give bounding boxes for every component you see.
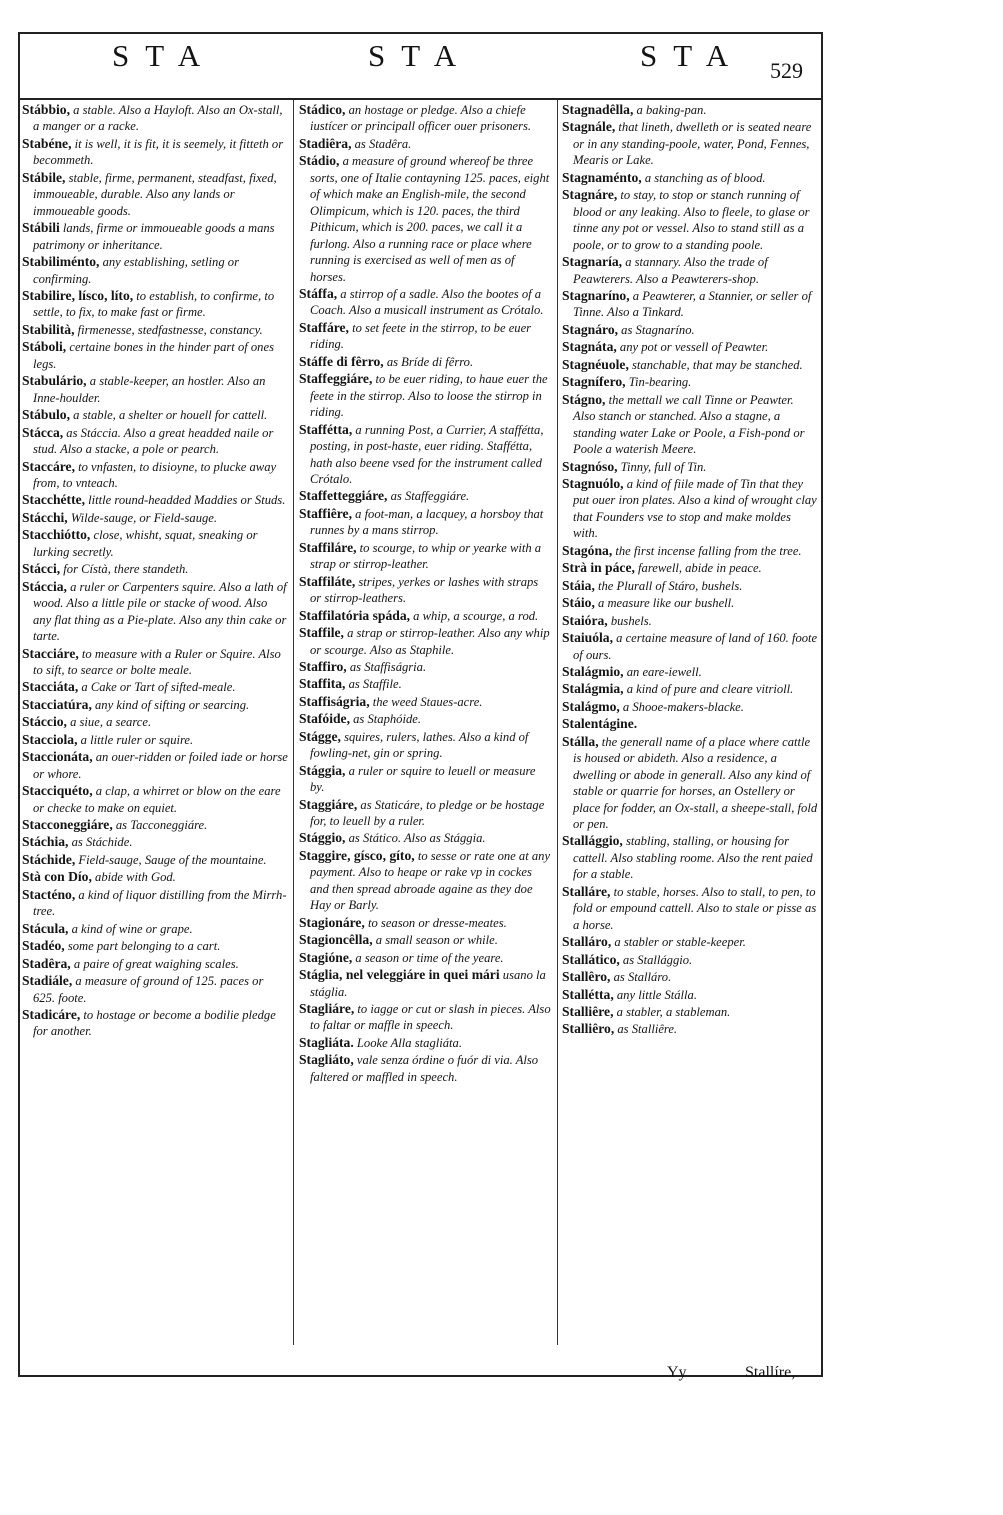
dictionary-entry	[299, 1052, 552, 1085]
entry-definition: to scourge, to whip or yearke with a strap or stirrop-leather.	[310, 540, 542, 572]
dictionary-entry	[22, 339, 288, 372]
dictionary-entry	[562, 459, 818, 475]
entry-headword: Stácca,	[22, 424, 64, 440]
entry-headword: Stagnáta,	[562, 339, 617, 355]
entry-headword: Stacciola,	[22, 731, 78, 747]
catchword: Stallíre,	[745, 1364, 796, 1381]
dictionary-entry	[22, 921, 288, 937]
entry-definition: a certaine measure of land of 160. foote of ours.	[573, 631, 818, 662]
dictionary-entry	[299, 659, 552, 675]
entry-definition: the weed Staues-acre.	[369, 694, 483, 709]
dictionary-entry	[299, 797, 552, 830]
dictionary-entry	[562, 681, 818, 697]
entry-definition: little round-headded Maddies or Studs.	[85, 493, 286, 508]
entry-definition: bushels.	[607, 613, 652, 628]
entry-definition: as Stagnaríno.	[618, 322, 695, 337]
entry-definition: any little Stálla.	[613, 987, 697, 1002]
running-head-right: STA	[640, 38, 745, 73]
dictionary-entry	[22, 322, 288, 338]
dictionary-entry	[22, 732, 288, 748]
entry-headword: Stálla,	[562, 733, 599, 749]
entry-definition: as Stalláro.	[610, 970, 672, 985]
dictionary-entry	[22, 425, 288, 458]
dictionary-entry	[562, 595, 818, 611]
entry-definition: Looke Alla stagliáta.	[353, 1035, 462, 1050]
dictionary-entry	[299, 950, 552, 966]
entry-definition: as Staticáre, to pledge or be hostage for, to leuell by a ruler.	[310, 797, 545, 829]
entry-definition: a stannary. Also the trade of Peawterers. Also a Peawterers-shop.	[573, 255, 768, 286]
entry-definition: to measure with a Ruler or Squire. Also to sift, to searce or bolte meale.	[33, 646, 281, 677]
entry-headword: Stagnuólo,	[562, 475, 624, 491]
running-head-center: STA	[368, 38, 473, 73]
entry-headword: Stabulário,	[22, 373, 87, 389]
entry-headword: Stagnaríno,	[562, 287, 630, 303]
entry-headword: Stágno,	[562, 391, 606, 407]
dictionary-entry	[299, 540, 552, 573]
entry-definition: a kind of liquor distilling from the Mirrh-tree.	[33, 887, 287, 919]
entry-headword: Stadiále,	[22, 973, 73, 989]
dictionary-entry	[299, 608, 552, 624]
entry-definition: lands, firme or immoueable goods a mans patrimony or inheritance.	[33, 221, 275, 252]
entry-headword: Stáio,	[562, 595, 595, 611]
entry-headword: Stalláro,	[562, 934, 612, 950]
entry-headword: Stabiliménto,	[22, 254, 100, 270]
dictionary-entry	[22, 373, 288, 406]
entry-headword: Stacchiótto,	[22, 527, 91, 543]
entry-definition: squires, rulers, lathes. Also a kind of fowling-net, gin or spring.	[310, 729, 529, 761]
entry-definition: a season or time of the yeare.	[352, 950, 504, 965]
entry-headword: Stalliêro,	[562, 1021, 615, 1037]
entry-headword: Staccionáta,	[22, 749, 93, 765]
entry-headword: Staffétta,	[299, 421, 353, 437]
entry-headword: Stagnaría,	[562, 254, 623, 270]
dictionary-entry	[22, 220, 288, 253]
entry-definition: as Stáccia. Also a great headded naile or stud. Also a stacke, a pole or pearch.	[33, 425, 274, 457]
entry-definition: a stable-keeper, an hostler. Also an Inne-houlder.	[33, 374, 266, 405]
entry-definition: a kind of wine or grape.	[68, 921, 193, 936]
dictionary-entry	[22, 510, 288, 526]
entry-headword: Stáffa,	[299, 285, 338, 301]
entry-headword: Stagióne,	[299, 949, 353, 965]
entry-headword: Stacciáre,	[22, 645, 79, 661]
dictionary-entry	[299, 915, 552, 931]
column-left	[22, 102, 288, 1041]
entry-headword: Stádico,	[299, 102, 346, 117]
dictionary-entry	[562, 187, 818, 253]
entry-definition: an ouer-ridden or foiled iade or horse or whore.	[33, 750, 288, 781]
entry-definition: Wilde-sauge, or Field-sauge.	[67, 510, 218, 525]
entry-definition: a stabler or stable-keeper.	[611, 935, 746, 950]
dictionary-entry	[562, 630, 818, 663]
entry-headword: Stacténo,	[22, 886, 76, 902]
entry-headword: Staccáre,	[22, 458, 75, 474]
entry-headword: Staiuóla,	[562, 630, 613, 646]
entry-headword: Stagóna,	[562, 542, 613, 558]
dictionary-entry	[299, 488, 552, 504]
dictionary-entry	[562, 254, 818, 287]
dictionary-entry	[22, 459, 288, 492]
dictionary-entry	[299, 354, 552, 370]
dictionary-entry	[22, 646, 288, 679]
dictionary-entry	[22, 136, 288, 169]
entry-definition: a siue, a searce.	[66, 715, 152, 730]
dictionary-entry	[22, 749, 288, 782]
entry-headword: Stácula,	[22, 920, 69, 936]
dictionary-entry	[562, 357, 818, 373]
entry-definition: a Cake or Tart of sifted-meale.	[78, 680, 236, 695]
entry-definition: as Stático. Also as Stággia.	[345, 831, 486, 846]
dictionary-entry	[299, 320, 552, 353]
entry-definition: a kind of pure and cleare vitrioll.	[623, 682, 794, 697]
entry-definition: an eare-iewell.	[623, 664, 702, 679]
entry-headword: Staffetteggiáre,	[299, 488, 388, 504]
dictionary-entry	[299, 506, 552, 539]
dictionary-entry	[562, 699, 818, 715]
entry-definition: close, whisht, squat, sneaking or lurking secretly.	[33, 528, 258, 559]
entry-definition: any establishing, setling or confirming.	[33, 255, 239, 286]
entry-definition: a foot-man, a lacquey, a horsboy that runnes by a mans stirrop.	[310, 506, 544, 538]
entry-headword: Stáchia,	[22, 834, 69, 850]
entry-definition: a stable, a shelter or houell for cattell.	[69, 408, 268, 423]
entry-definition: as Tacconeggiáre.	[112, 818, 208, 833]
entry-headword: Stágge,	[299, 728, 341, 744]
dictionary-entry	[22, 527, 288, 560]
entry-definition: a ruler or Carpenters squire. Also a lath of wood. Also a little pile or stacke of wood. Also any flat thing as a Pie-plate. Also any thin cake or tarte.	[33, 579, 287, 644]
dictionary-entry	[22, 714, 288, 730]
entry-headword: Stáffe di fêrro,	[299, 353, 384, 369]
dictionary-entry	[562, 374, 818, 390]
entry-definition: a paire of great waighing scales.	[70, 956, 239, 971]
entry-definition: for Cístà, there standeth.	[60, 562, 189, 577]
entry-headword: Staióra,	[562, 612, 608, 628]
entry-definition: a little ruler or squire.	[77, 732, 194, 747]
entry-definition: to stable, horses. Also to stall, to pen, to fold or empound cattell. Also to stale or pisse as a horse.	[573, 884, 817, 932]
entry-definition: as Stallággio.	[619, 952, 693, 967]
entry-definition: as Staphóide.	[349, 712, 421, 727]
entry-headword: Stagioncêlla,	[299, 932, 373, 948]
entry-definition: as Stáchide.	[68, 835, 133, 850]
entry-definition: usano la stáglia.	[310, 968, 546, 999]
entry-headword: Stabéne,	[22, 135, 72, 151]
entry-definition: a running Post, a Currier, A staffétta, posting, in post-haste, euer riding. Staffétta, hath also beene vsed for the instrument called Crótalo.	[310, 422, 544, 486]
entry-headword: Staffile,	[299, 625, 344, 641]
entry-headword: Stalentágine.	[562, 716, 638, 732]
entry-headword: Stáia,	[562, 577, 595, 593]
entry-definition: any kind of sifting or searcing.	[91, 697, 250, 712]
dictionary-entry	[562, 1004, 818, 1020]
dictionary-entry	[562, 392, 818, 458]
dictionary-entry	[562, 322, 818, 338]
column-middle	[299, 102, 552, 1086]
entry-headword: Stalliêre,	[562, 1004, 614, 1020]
dictionary-entry	[22, 1007, 288, 1040]
dictionary-entry	[22, 407, 288, 423]
dictionary-entry	[562, 560, 818, 576]
entry-headword: Stacciatúra,	[22, 696, 92, 712]
entry-definition: Field-sauge, Sauge of the mountaine.	[75, 852, 267, 867]
dictionary-entry	[562, 969, 818, 985]
dictionary-entry	[562, 833, 818, 882]
dictionary-entry	[299, 967, 552, 1000]
entry-definition: stanchable, that may be stanched.	[628, 357, 803, 372]
entry-headword: Staffáre,	[299, 319, 349, 335]
dictionary-entry	[299, 711, 552, 727]
entry-definition: an hostage or pledge. Also a chiefe iustícer or principall officer ouer prisoners.	[310, 103, 532, 134]
entry-definition: abide with God.	[91, 870, 176, 885]
running-head-left: STA	[112, 38, 217, 73]
entry-headword: Stáglia, nel veleggiáre in quei mári	[299, 967, 500, 983]
entry-headword: Stallétta,	[562, 986, 614, 1002]
entry-definition: to sesse or rate one at any payment. Also to heape or rake vp in cockes and then spread abroade againe as they doe Hay or Barly.	[310, 848, 551, 913]
dictionary-entry	[22, 492, 288, 508]
entry-definition: as Staffeggiáre.	[387, 489, 470, 504]
dictionary-entry	[562, 716, 818, 732]
dictionary-entry	[299, 153, 552, 285]
dictionary-entry	[22, 679, 288, 695]
entry-headword: Stagnaménto,	[562, 169, 642, 185]
entry-definition: to vnfasten, to disioyne, to plucke away from, to vnteach.	[33, 459, 277, 490]
dictionary-entry	[299, 286, 552, 319]
dictionary-entry	[22, 852, 288, 868]
entry-definition: the generall name of a place where cattle is housed or abideth. Also a residence, a dwelling or abode in generall. Also any kind of stable or quarrie for horses, an Ostellery or place for fodder, an Ox-stall, a sheepe-stall, fold or pen.	[573, 734, 818, 832]
entry-definition: a measure of ground whereof be three sorts, one of Italie contayning 125. paces, eight of which make an English-mile, the second Olimpicum, which is 120. paces, the third Pithicum, which is 200. paces, we call it a furlong. Also a running race or place where running is exercised as well of men as of horses.	[310, 154, 550, 284]
entry-definition: a measure like our bushell.	[594, 596, 735, 611]
entry-definition: any pot or vessell of Peawter.	[616, 340, 769, 355]
entry-headword: Stácchi,	[22, 509, 68, 525]
entry-headword: Stábili	[22, 220, 60, 236]
dictionary-entry	[299, 136, 552, 152]
dictionary-entry	[562, 170, 818, 186]
dictionary-entry	[299, 102, 552, 135]
entry-headword: Staffeggiáre,	[299, 371, 373, 387]
entry-definition: a ruler or squire to leuell or measure by.	[310, 763, 536, 795]
dictionary-entry	[299, 676, 552, 692]
entry-definition: a stabler, a stableman.	[613, 1005, 731, 1020]
dictionary-entry	[562, 1021, 818, 1037]
entry-headword: Staffiságria,	[299, 693, 370, 709]
entry-headword: Stallêro,	[562, 969, 611, 985]
entry-definition: a strap or stirrop-leather. Also any whip or scourge. Also as Staphile.	[310, 626, 550, 657]
dictionary-entry	[22, 102, 288, 135]
entry-definition: it is well, it is fit, it is seemely, it fitteth or becommeth.	[33, 136, 284, 168]
entry-headword: Stagliáta.	[299, 1034, 354, 1050]
entry-headword: Stagnéuole,	[562, 356, 629, 372]
entry-headword: Strà in páce,	[562, 560, 635, 576]
entry-headword: Stallático,	[562, 951, 620, 967]
entry-definition: a kind of fiile made of Tin that they put ouer iron plates. Also a kind of wrought clay that Founders vse to stop and make moldes with.	[573, 476, 817, 541]
dictionary-entry	[22, 887, 288, 920]
entry-definition: Tin-bearing.	[625, 375, 692, 390]
entry-headword: Stadicáre,	[22, 1007, 81, 1023]
dictionary-entry	[22, 783, 288, 816]
column-rule-2	[557, 100, 558, 1345]
entry-definition: a measure of ground of 125. paces or 625. foote.	[33, 974, 264, 1005]
entry-definition: the mettall we call Tinne or Peawter. Also stanch or stanched. Also a stagne, a standing water Lake or Poole, a Fish-pond or Poole a waterish Meere.	[573, 392, 805, 457]
dictionary-entry	[299, 763, 552, 796]
entry-headword: Stábile,	[22, 169, 66, 185]
entry-headword: Stábbio,	[22, 102, 70, 117]
entry-definition: to be euer riding, to haue euer the feete in the stirrop. Also to loose the stirrop in riding.	[310, 372, 548, 420]
entry-definition: to establish, to confirme, to settle, to fix, to make fast or firme.	[33, 288, 275, 320]
entry-headword: Stafóide,	[299, 711, 350, 727]
entry-headword: Staggire, gísco, gíto,	[299, 847, 415, 863]
entry-headword: Stadiêra,	[299, 135, 352, 151]
entry-headword: Stallággio,	[562, 833, 623, 849]
entry-definition: as Staffiságria.	[346, 659, 427, 674]
dictionary-entry	[22, 834, 288, 850]
entry-headword: Stalágmo,	[562, 698, 620, 714]
entry-definition: some part belonging to a cart.	[64, 939, 221, 954]
entry-headword: Stáchide,	[22, 851, 76, 867]
dictionary-entry	[22, 697, 288, 713]
entry-definition: farewell, abide in peace.	[634, 561, 762, 576]
entry-definition: that lineth, dwelleth or is seated neare or in any standing-poole, water, Pond, Fennes, Mearis or Lake.	[573, 120, 812, 168]
dictionary-entry	[562, 664, 818, 680]
entry-headword: Stagnáre,	[562, 187, 618, 203]
entry-definition: as Staffile.	[345, 677, 402, 692]
entry-headword: Stadéo,	[22, 938, 65, 954]
entry-headword: Stagliáto,	[299, 1052, 354, 1068]
entry-definition: a clap, a whirret or blow on the eare or checke to make on equiet.	[33, 784, 281, 815]
entry-headword: Stadêra,	[22, 955, 71, 971]
entry-headword: Staffiêre,	[299, 505, 352, 521]
entry-definition: a baking-pan.	[633, 103, 707, 117]
entry-headword: Stagliáre,	[299, 1001, 355, 1017]
dictionary-entry	[22, 254, 288, 287]
dictionary-entry	[22, 869, 288, 885]
dictionary-entry	[299, 1035, 552, 1051]
dictionary-entry	[22, 170, 288, 219]
entry-headword: Stà con Dío,	[22, 869, 92, 885]
page-number: 529	[770, 58, 803, 83]
dictionary-entry	[562, 119, 818, 168]
entry-definition: a stirrop of a sadle. Also the bootes of a Coach. Also a musicall instrument as Crótalo.	[310, 286, 544, 318]
dictionary-entry	[22, 973, 288, 1006]
dictionary-entry	[299, 625, 552, 658]
dictionary-entry	[299, 422, 552, 488]
dictionary-entry	[562, 476, 818, 542]
entry-headword: Staffiláte,	[299, 573, 356, 589]
entry-headword: Stacciquéto,	[22, 783, 93, 799]
dictionary-entry	[22, 579, 288, 645]
dictionary-entry	[22, 561, 288, 577]
entry-definition: to hostage or become a bodilie pledge for another.	[33, 1008, 276, 1039]
dictionary-entry	[22, 938, 288, 954]
entry-headword: Stáccio,	[22, 714, 67, 730]
header-rule	[18, 98, 823, 100]
entry-definition: the Plurall of Stáro, bushels.	[594, 578, 743, 593]
signature-mark: Yy	[667, 1364, 687, 1381]
entry-definition: stripes, yerkes or lashes with straps or stirrop-leathers.	[310, 574, 539, 606]
dictionary-entry	[22, 956, 288, 972]
entry-definition: vale senza órdine o fuór di via. Also faltered or maffled in speech.	[310, 1053, 539, 1084]
dictionary-entry	[562, 339, 818, 355]
entry-definition: a stanching as of blood.	[641, 170, 766, 185]
entry-headword: Stagnále,	[562, 119, 616, 135]
entry-headword: Stagnadêlla,	[562, 102, 634, 117]
entry-definition: as Stalliêre.	[614, 1022, 678, 1037]
entry-definition: to stay, to stop or stanch running of blood or any leaking. Also to fleele, to glase or tinne any pot or vessel. Also to stand still as a poole, or to grow to a standing poole.	[573, 188, 810, 252]
entry-headword: Stalágmio,	[562, 663, 624, 679]
entry-headword: Stádio,	[299, 153, 340, 169]
entry-headword: Staffita,	[299, 676, 346, 692]
entry-headword: Stácci,	[22, 561, 61, 577]
entry-definition: stabling, stalling, or housing for cattell. Also stabling roome. Also the rent paied for a stable.	[573, 834, 813, 882]
entry-headword: Stáccia,	[22, 578, 67, 594]
entry-headword: Stagnífero,	[562, 374, 626, 390]
entry-definition: a small season or while.	[372, 933, 498, 948]
dictionary-entry	[562, 578, 818, 594]
dictionary-entry	[299, 830, 552, 846]
dictionary-entry	[299, 574, 552, 607]
entry-definition: a Peawterer, a Stannier, or seller of Tinne. Also a Tinkard.	[573, 288, 812, 320]
entry-headword: Staffiláre,	[299, 539, 357, 555]
entry-headword: Stalágmia,	[562, 681, 624, 697]
entry-definition: a whip, a scourge, a rod.	[410, 608, 539, 623]
entry-headword: Staggiáre,	[299, 796, 358, 812]
entry-headword: Stággia,	[299, 762, 346, 778]
entry-definition: firmenesse, stedfastnesse, constancy.	[74, 322, 263, 337]
entry-headword: Stáboli,	[22, 339, 67, 355]
dictionary-entry	[562, 934, 818, 950]
dictionary-entry	[299, 729, 552, 762]
entry-headword: Stagionáre,	[299, 914, 365, 930]
entry-headword: Stábulo,	[22, 407, 70, 423]
column-rule-1	[293, 100, 294, 1345]
entry-headword: Stággio,	[299, 830, 346, 846]
dictionary-entry	[22, 288, 288, 321]
entry-definition: as Bríde di fêrro.	[383, 354, 474, 369]
entry-headword: Staffiro,	[299, 658, 347, 674]
entry-headword: Stalláre,	[562, 883, 611, 899]
entry-headword: Stacciáta,	[22, 679, 79, 695]
column-right	[562, 102, 818, 1039]
entry-headword: Stabilire, lísco, líto,	[22, 287, 134, 303]
entry-definition: to season or dresse-meates.	[364, 915, 507, 930]
dictionary-entry	[299, 932, 552, 948]
dictionary-entry	[562, 884, 818, 933]
dictionary-entry	[299, 694, 552, 710]
entry-definition: to iagge or cut or slash in pieces. Also to faltar or maffle in speech.	[310, 1002, 551, 1033]
dictionary-entry	[562, 952, 818, 968]
entry-definition: certaine bones in the hinder part of ones legs.	[33, 340, 274, 371]
entry-headword: Staffilatória spáda,	[299, 607, 411, 623]
entry-definition: to set feete in the stirrop, to be euer riding.	[310, 320, 532, 352]
entry-headword: Stagnóso,	[562, 458, 618, 474]
dictionary-entry	[562, 288, 818, 321]
entry-definition: the first incense falling from the tree.	[612, 543, 802, 558]
dictionary-entry	[562, 734, 818, 833]
entry-definition: Tinny, full of Tin.	[617, 459, 707, 474]
entry-headword: Stacconeggiáre,	[22, 817, 113, 833]
dictionary-entry	[299, 1001, 552, 1034]
dictionary-entry	[562, 543, 818, 559]
entry-headword: Stabilità,	[22, 321, 75, 337]
dictionary-entry	[562, 102, 818, 118]
entry-definition: stable, firme, permanent, steadfast, fixed, immoueable, durable. Also any lands or immoueable goods.	[33, 170, 277, 218]
dictionary-entry	[299, 371, 552, 420]
entry-headword: Stagnáro,	[562, 321, 619, 337]
dictionary-entry	[562, 987, 818, 1003]
entry-headword: Stacchétte,	[22, 492, 86, 508]
dictionary-entry	[22, 817, 288, 833]
dictionary-entry	[562, 613, 818, 629]
entry-definition: as Stadêra.	[351, 136, 412, 151]
entry-definition: a Shooe-makers-blacke.	[619, 699, 744, 714]
dictionary-entry	[299, 848, 552, 914]
entry-definition: a stable. Also a Hayloft. Also an Ox-stall, a manger or a racke.	[33, 103, 283, 134]
